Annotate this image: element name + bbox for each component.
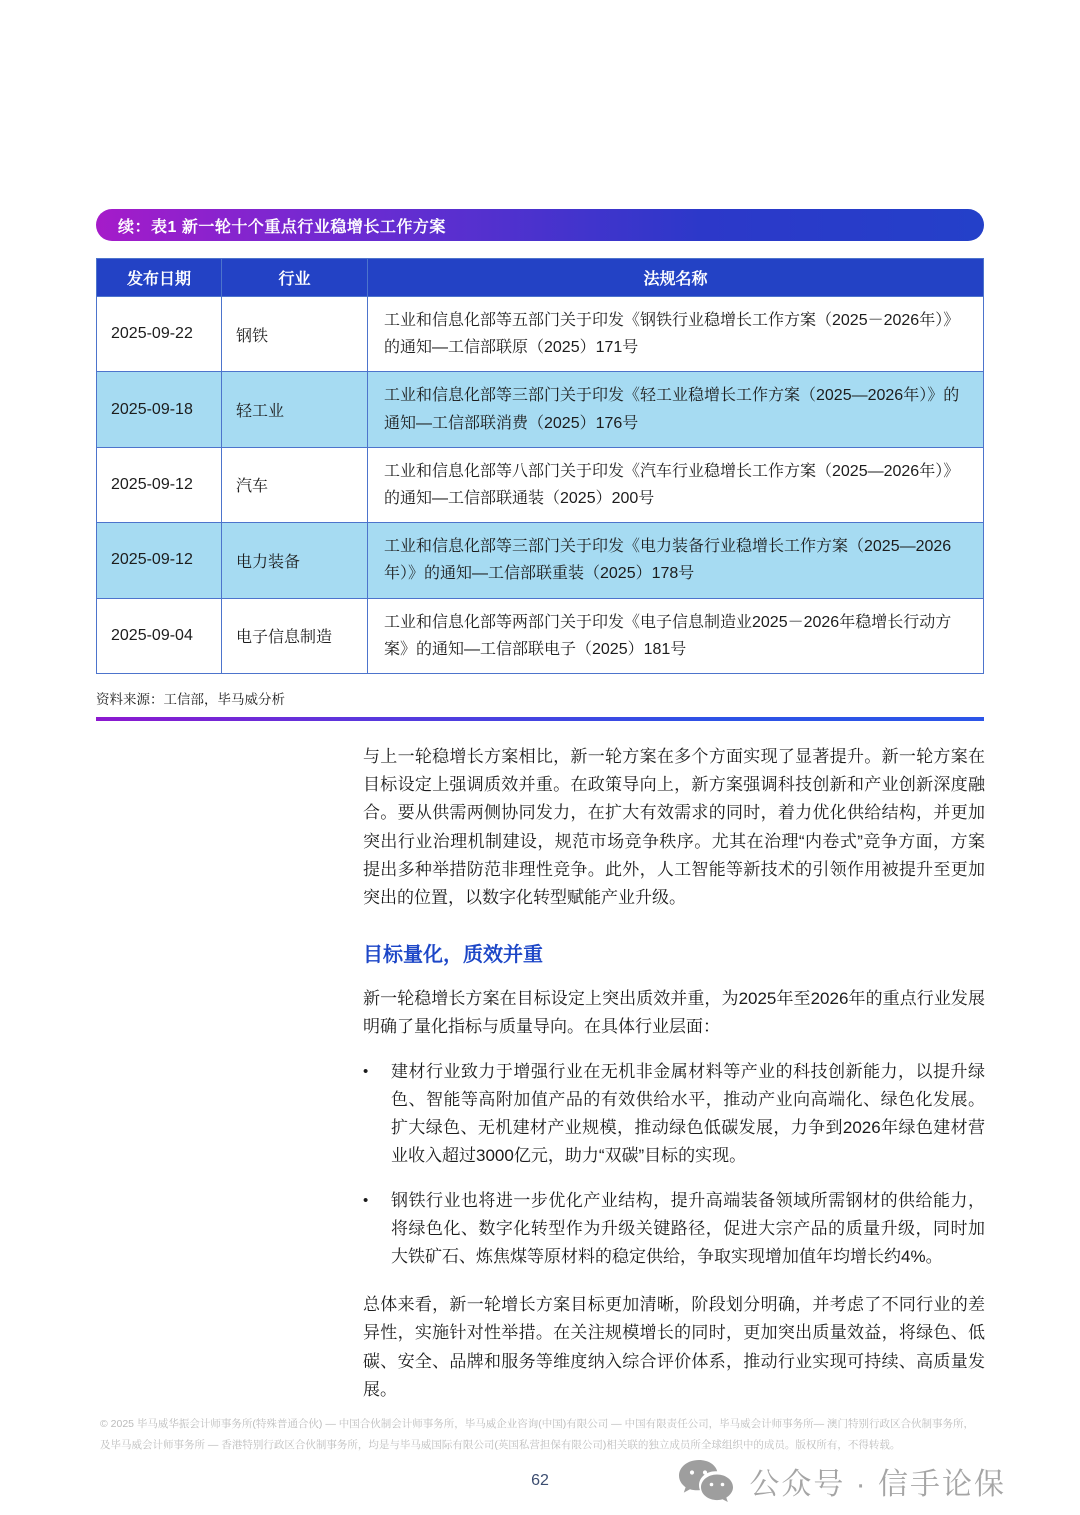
bullet-text-building-materials: 建材行业致力于增强行业在无机非金属材料等产业的科技创新能力，以提升绿色、智能等高附加值产品的有效供给水平，推动产业向高端化、绿色化发展。扩大绿色、无机建材产业规模，推动绿色低碳发展，力争到2026年绿色建材营业收入超过3000亿元，助力“双碳”目标的实现。 [391, 1061, 985, 1166]
paragraph-targets: 新一轮稳增长方案在目标设定上突出质效并重，为2025年至2026年的重点行业发展明确了量化指标与质量导向。在具体行业层面： [363, 989, 985, 1037]
bullet-icon: • [363, 1062, 369, 1080]
table-row [97, 523, 984, 598]
column-header-industry: 行业 [222, 259, 368, 297]
section-heading: 目标量化，质效并重 [363, 944, 543, 967]
copyright-notice [100, 1414, 990, 1456]
list-item [363, 1058, 985, 1171]
paragraph-overview: 与上一轮稳增长方案相比，新一轮方案在多个方面实现了显著提升。新一轮方案在目标设定上强调质效并重。在政策导向上，新方案强调科技创新和产业创新深度融合。要从供需两侧协同发力，在扩大有效需求的同时，着力优化供给结构，并更加突出行业治理机制建设，规范市场竞争秩序。尤其在治理“内卷式”竞争方面，方案提出多种举措防范非理性竞争。此外，人工智能等新技术的引领作用被提升至更加突出的位置，以数字化转型赋能产业升级。 [363, 746, 985, 907]
column-header-regulation: 法规名称 [368, 259, 984, 297]
cell-regulation: 工业和信息化部等五部门关于印发《钢铁行业稳增长工作方案（2025－2026年）》的通知—工信部联原（2025）171号 [368, 297, 984, 372]
cell-regulation: 工业和信息化部等两部门关于印发《电子信息制造业2025－2026年稳增长行动方案》的通知—工信部联电子（2025）181号 [368, 598, 984, 673]
copyright-line1: © 2025 毕马威华振会计师事务所(特殊普通合伙) — 中国合伙制会计师事务所，毕马威企业咨询(中国)有限公司 — 中国有限责任公司，毕马威会计师事务所— 澳门特别行政区合伙制事务所， [100, 1418, 974, 1430]
wechat-watermark [677, 1458, 1006, 1504]
table-row [97, 372, 984, 447]
watermark-text: 公众号 · 信手论保 [749, 1468, 1006, 1501]
cell-date: 2025-09-12 [97, 447, 222, 522]
cell-date: 2025-09-04 [97, 598, 222, 673]
cell-industry: 汽车 [222, 447, 368, 522]
cell-regulation: 工业和信息化部等八部门关于印发《汽车行业稳增长工作方案（2025—2026年）》的通知—工信部联通装（2025）200号 [368, 447, 984, 522]
page-number: 62 [531, 1472, 549, 1489]
table-row [97, 297, 984, 372]
table-title-banner [96, 209, 984, 241]
table-header-row [97, 259, 984, 297]
wechat-icon [677, 1458, 735, 1504]
body-column [363, 743, 985, 1404]
copyright-line2: 及毕马威会计师事务所 — 香港特别行政区合伙制事务所，均是与毕马威国际有限公司(英国私营担保有限公司)相关联的独立成员所全球组织中的成员。版权所有，不得转载。 [100, 1439, 901, 1451]
regulations-table [96, 258, 984, 674]
cell-industry: 钢铁 [222, 297, 368, 372]
column-header-date: 发布日期 [97, 259, 222, 297]
list-item [363, 1187, 985, 1272]
cell-date: 2025-09-18 [97, 372, 222, 447]
cell-industry: 轻工业 [222, 372, 368, 447]
table-row [97, 598, 984, 673]
bullet-icon: • [363, 1191, 369, 1209]
bullet-text-steel: 钢铁行业也将进一步优化产业结构，提升高端装备领域所需钢材的供给能力，将绿色化、数字化转型作为升级关键路径，促进大宗产品的质量升级，同时加大铁矿石、炼焦煤等原材料的稳定供给，争取实现增加值年均增长约4%。 [391, 1190, 985, 1266]
table-title: 续：表1 新一轮十个重点行业稳增长工作方案 [118, 218, 446, 236]
cell-date: 2025-09-22 [97, 297, 222, 372]
cell-date: 2025-09-12 [97, 523, 222, 598]
gradient-divider [96, 717, 984, 721]
table-row [97, 447, 984, 522]
paragraph-conclusion: 总体来看，新一轮增长方案目标更加清晰，阶段划分明确，并考虑了不同行业的差异性，实施针对性举措。在关注规模增长的同时，更加突出质量效益，将绿色、低碳、安全、品牌和服务等维度纳入综合评价体系，推动行业实现可持续、高质量发展。 [363, 1295, 985, 1399]
cell-regulation: 工业和信息化部等三部门关于印发《轻工业稳增长工作方案（2025—2026年）》的通知—工信部联消费（2025）176号 [368, 372, 984, 447]
source-note: 资料来源：工信部，毕马威分析 [96, 691, 285, 707]
cell-industry: 电力装备 [222, 523, 368, 598]
cell-regulation: 工业和信息化部等三部门关于印发《电力装备行业稳增长工作方案（2025—2026年）》的通知—工信部联重装（2025）178号 [368, 523, 984, 598]
cell-industry: 电子信息制造 [222, 598, 368, 673]
